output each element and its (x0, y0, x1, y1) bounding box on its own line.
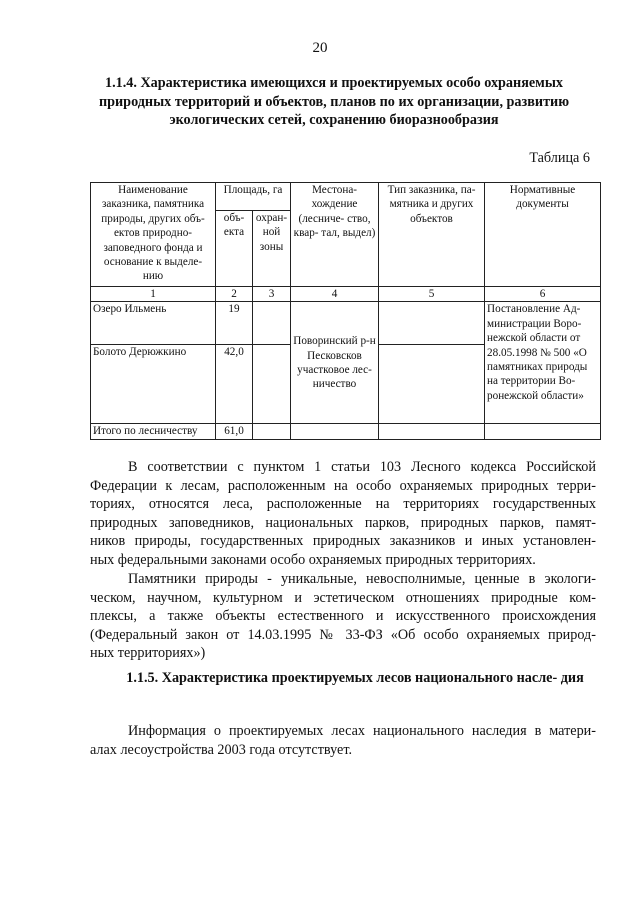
text-line: ных федеральными законами особо охраняемых природных территориях. (90, 551, 536, 568)
docs-merged: Постановление Ад- министрации Воро- нежской области от 28.05.1998 № 500 «О памятниках природы на территории Во- ронежской области» (485, 302, 601, 424)
col-number: 4 (291, 287, 379, 302)
total-area: 61,0 (216, 424, 253, 439)
section-heading: 1.1.4. Характеристика имеющихся и проектируемых особо охраняемых природных территорий и объектов, планов по их организации, развитию экологических сетей, сохранению биоразнообразия (98, 75, 570, 128)
total-row (91, 424, 601, 439)
row-area-zone (253, 345, 291, 424)
text-line: Информация о проектируемых лесах национального наследия в матери- (128, 723, 596, 739)
row-name: Болото Дерюжкино (91, 345, 216, 424)
text-line: ников природы, государственных природных заказников и иных установлен- (90, 533, 596, 550)
row-area-obj: 19 (216, 302, 253, 345)
text-line: ных территориях») (90, 645, 206, 662)
paragraph-1 (90, 458, 596, 570)
text-line: природных заповедников, национальных парков, природных парков, памят- (90, 514, 596, 531)
col-number: 5 (379, 287, 485, 302)
total-label: Итого по лесничеству (91, 424, 216, 439)
header-area-obj: объ- екта (216, 211, 253, 287)
text-line: (Федеральный закон от 14.03.1995 № 33-ФЗ «Об особо охраняемых природ- (90, 626, 596, 643)
header-area: Площадь, га (216, 183, 291, 211)
text-line: В соответствии с пунктом 1 статьи 103 Лесного кодекса Российской (128, 459, 596, 475)
text-line: ческом, научном, культурном и эстетическом отношениях природные ком- (90, 589, 596, 606)
row-type (379, 302, 485, 345)
section-2-heading: 1.1.5. Характеристика проектируемых лесов национального насле- дия (126, 670, 584, 686)
text-line: плексы, а также объекты естественного и искусственного происхождения (90, 608, 596, 625)
header-area-zone: охран- ной зоны (253, 211, 291, 287)
paragraph-2 (90, 570, 596, 663)
header-name: Наименование заказника, памятника природы, других объ- ектов природно- заповедного фонда и основание к выделе- нию (91, 183, 216, 287)
text-line: алах лесоустройства 2003 года отсутствует. (90, 741, 353, 758)
row-area-obj: 42,0 (216, 345, 253, 424)
col-number: 2 (216, 287, 253, 302)
text-line: Федерации к лесам, расположенным на особо охраняемых природных терри- (90, 477, 596, 494)
row-area-zone (253, 302, 291, 345)
text-line: ториях, относятся леса, расположенные на территориях государственных (90, 496, 596, 513)
paragraph-3 (90, 722, 596, 759)
row-type (379, 345, 485, 424)
header-location: Местона- хождение (лесниче- ство, квар- тал, выдел) (291, 183, 379, 287)
table-caption: Таблица 6 (529, 150, 590, 166)
header-docs: Нормативные документы (485, 183, 601, 287)
col-number: 6 (485, 287, 601, 302)
header-type: Тип заказника, па- мятника и других объектов (379, 183, 485, 287)
location-merged: Поворинский р-н Песковсков участковое лес- ничество (291, 302, 379, 424)
protected-areas-table (90, 182, 601, 440)
page-number: 20 (312, 40, 328, 56)
row-name: Озеро Ильмень (91, 302, 216, 345)
text-line: Памятники природы - уникальные, невосполнимые, ценные в экологи- (128, 571, 596, 587)
col-number: 1 (91, 287, 216, 302)
col-number: 3 (253, 287, 291, 302)
table-row (91, 302, 601, 345)
